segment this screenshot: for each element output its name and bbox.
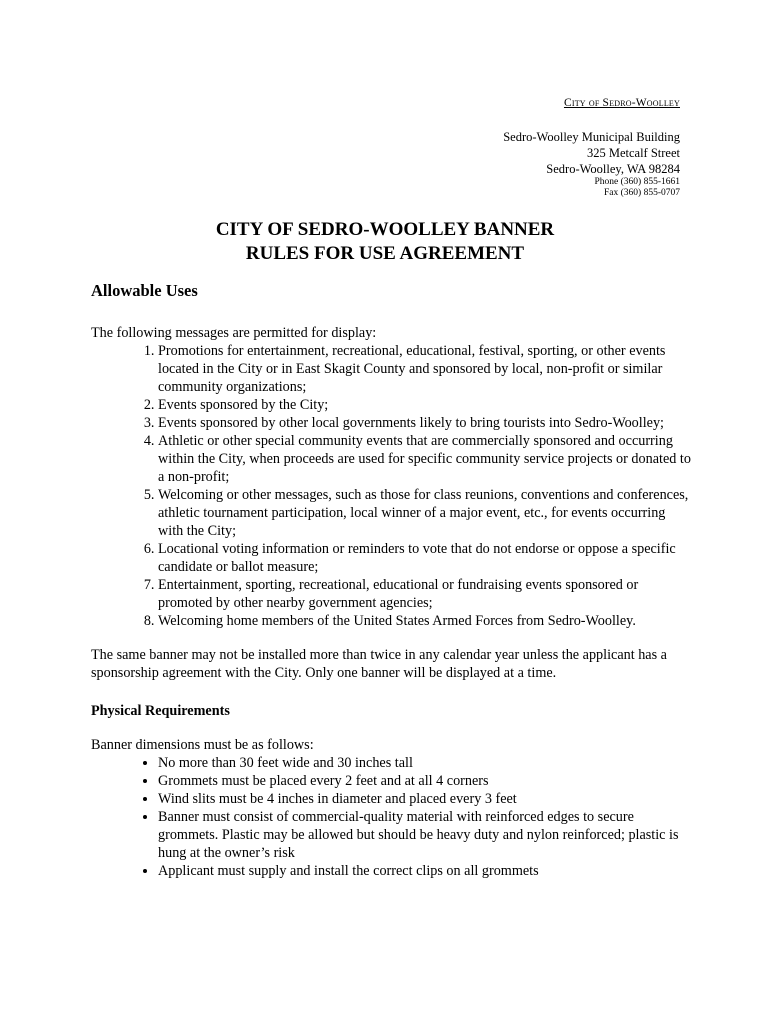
title-line-1: CITY OF SEDRO-WOOLLEY BANNER [215, 219, 555, 240]
allowable-uses-intro: The following messages are permitted for display: [91, 325, 377, 341]
title-line-2: RULES FOR USE AGREEMENT [245, 243, 525, 264]
list-item: • Wind slits must be 4 inches in diameter and placed every 3 feet [158, 790, 691, 808]
list-item: • Applicant must supply and install the correct clips on all grommets [158, 862, 691, 880]
physical-requirements-list [91, 754, 691, 880]
allowable-uses-list [91, 342, 691, 630]
list-item: 3. Events sponsored by other local governments likely to bring tourists into Sedro-Woolley; [158, 414, 691, 432]
document-body [91, 280, 691, 880]
list-item: • Grommets must be placed every 2 feet and at all 4 corners [158, 772, 691, 790]
fax-number: Fax (360) 855-0707 [604, 187, 680, 198]
list-item: 1. Promotions for entertainment, recreational, educational, festival, sporting, or other events located in the City or in East Skagit County and sponsored by local, non-profit or similar community organizations; [158, 342, 691, 396]
list-item: • Banner must consist of commercial-quality material with reinforced edges to secure grommets. Plastic may be allowed but should be heavy duty and nylon reinforced; plastic is hung at the owner’s risk [158, 808, 691, 862]
allowable-uses-heading: Allowable Uses [91, 281, 198, 300]
letterhead [503, 96, 680, 199]
physical-requirements-intro: Banner dimensions must be as follows: [91, 737, 314, 753]
list-item: 2. Events sponsored by the City; [158, 396, 691, 414]
document-title [0, 218, 770, 266]
list-item: 7. Entertainment, sporting, recreational, educational or fundraising events sponsored or promoted by other nearby government agencies; [158, 576, 691, 612]
banner-frequency-note: The same banner may not be installed more than twice in any calendar year unless the applicant has a sponsorship agreement with the City. Only one banner will be displayed at a time. [91, 647, 667, 681]
list-item: • No more than 30 feet wide and 30 inches tall [158, 754, 691, 772]
physical-requirements-heading: Physical Requirements [91, 703, 230, 719]
phone-number: Phone (360) 855-1661 [594, 176, 680, 187]
list-item: 6. Locational voting information or reminders to vote that do not endorse or oppose a specific candidate or ballot measure; [158, 540, 691, 576]
list-item: 8. Welcoming home members of the United States Armed Forces from Sedro-Woolley. [158, 612, 691, 630]
city-state-zip: Sedro-Woolley, WA 98284 [546, 161, 680, 176]
city-name: City of Sedro-Woolley [563, 97, 680, 109]
list-item: 5. Welcoming or other messages, such as those for class reunions, conventions and conferences, athletic tournament participation, local winner of a major event, etc., for events occurring with the City; [158, 486, 691, 540]
building-name: Sedro-Woolley Municipal Building [503, 129, 680, 144]
list-item: 4. Athletic or other special community events that are commercially sponsored and occurring within the City, when proceeds are used for specific community service projects or donated to a non-profit; [158, 432, 691, 486]
street-address: 325 Metcalf Street [586, 145, 680, 160]
